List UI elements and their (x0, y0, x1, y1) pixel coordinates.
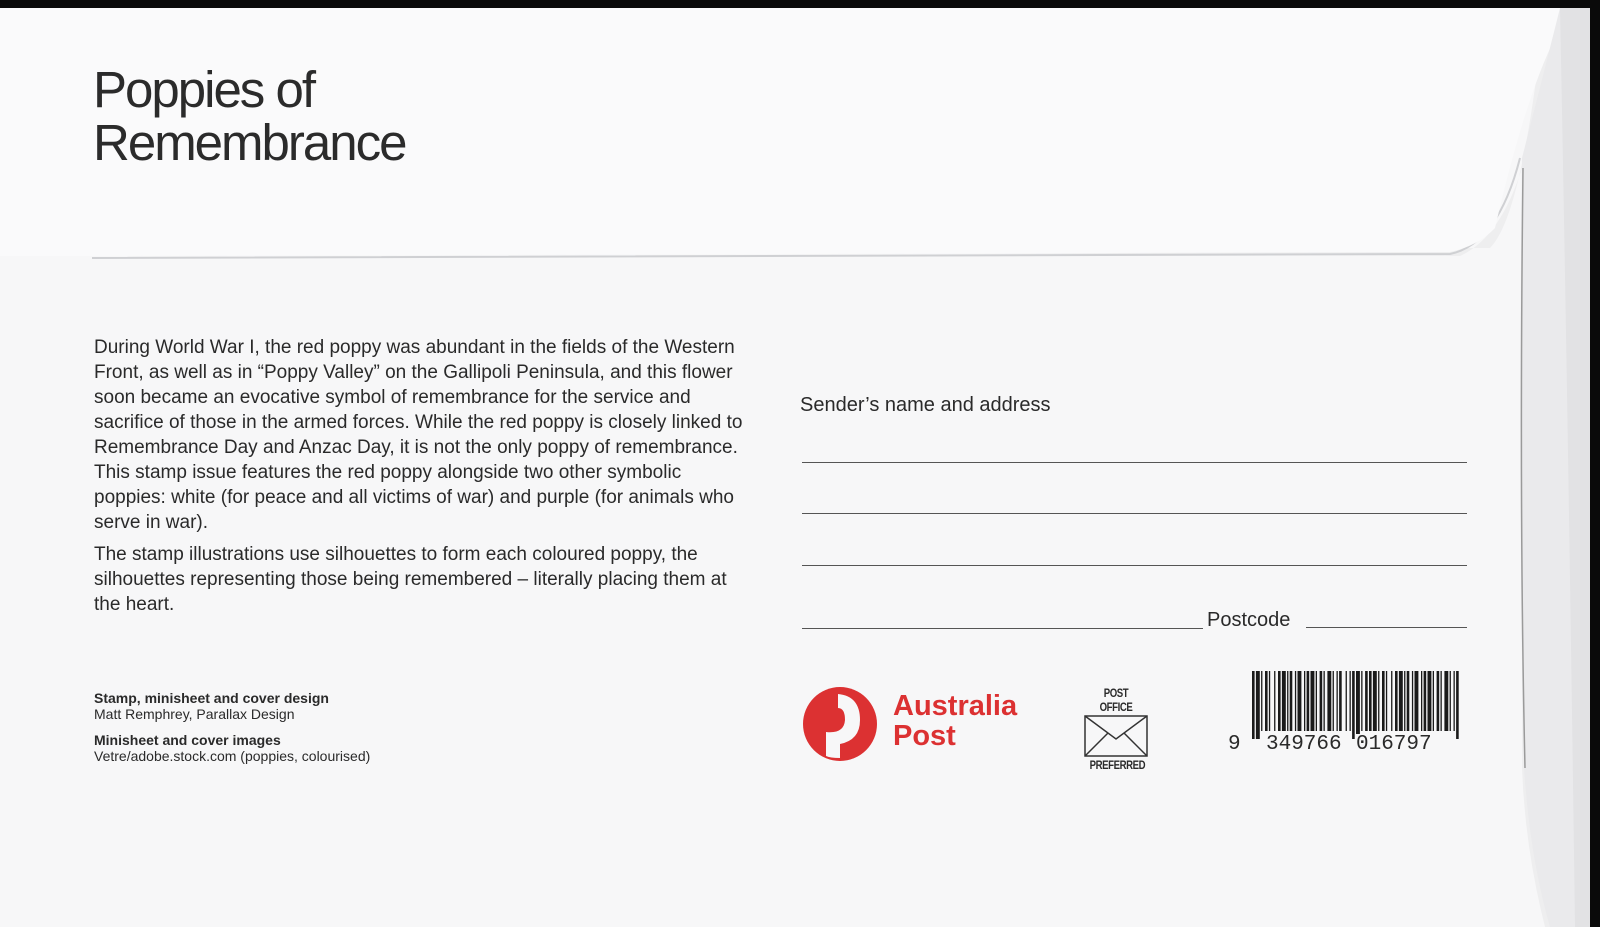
credit-design (94, 690, 514, 722)
barcode-bar (1382, 671, 1385, 731)
barcode-bar (1365, 671, 1368, 731)
postcode-label: Postcode (1207, 609, 1291, 631)
barcode-bar (1327, 671, 1331, 731)
description (94, 335, 754, 624)
barcode-bar (1356, 671, 1360, 739)
address-line-2[interactable] (802, 513, 1467, 514)
barcode-bar (1386, 671, 1387, 731)
barcode-bar (1373, 671, 1377, 731)
barcode-bar (1428, 671, 1432, 731)
credit-value: Vetre/adobe.stock.com (poppies, colourised) (94, 748, 371, 764)
post-office-preferred-badge (1083, 686, 1149, 772)
description-paragraph-1: During World War I, the red poppy was abundant in the fields of the Western Front, as well as in “Poppy Valley” on the Gallipoli Peninsula, and this flower soon became an evocative symbol of remembrance for the service and sacrifice of those in the armed forces. While the red poppy is closely linked to Remembrance Day and Anzac Day, it is not the only poppy of remembrance. This stamp issue features the red poppy alongside two other symbolic poppies: white (for peace and all victims of war) and purple (for animals who serve in war). (94, 337, 743, 533)
description-paragraph-2: The stamp illustrations use silhouettes to form each coloured poppy, the silhouettes representing those being remembered – literally placing them at the heart. (94, 544, 727, 615)
barcode-bar (1256, 671, 1260, 739)
sender-label: Sender’s name and address (800, 394, 1051, 416)
barcode-first-digit: 9 (1228, 733, 1241, 756)
barcode-bar (1361, 671, 1362, 731)
page-title (93, 63, 405, 169)
barcode-bar (1320, 671, 1323, 731)
brand-name-line-1: Australia (893, 690, 1018, 722)
barcode-bar (1415, 671, 1419, 731)
barcode-bar (1421, 671, 1422, 731)
address-line-3[interactable] (802, 565, 1467, 566)
credit-heading: Minisheet and cover images (94, 732, 281, 748)
barcode-bar (1407, 671, 1410, 731)
barcode-bar (1311, 671, 1315, 731)
credit-value: Matt Remphrey, Parallax Design (94, 706, 295, 722)
barcode-bar (1307, 671, 1310, 731)
badge-top-text: POST OFFICE (1099, 686, 1133, 714)
barcode-bar (1290, 671, 1293, 731)
barcode-bar (1287, 671, 1288, 731)
barcode-bar (1333, 671, 1334, 731)
barcode-bar (1282, 671, 1286, 731)
barcode-bar (1391, 671, 1392, 731)
barcode-bar (1346, 671, 1347, 731)
barcode-group-2: 016797 (1356, 733, 1432, 756)
barcode-bar (1378, 671, 1379, 731)
barcode-bar (1274, 671, 1275, 731)
barcode-bar (1395, 671, 1398, 731)
barcode-bar (1352, 671, 1355, 739)
barcode-bar (1252, 671, 1255, 739)
barcode-bar (1437, 671, 1440, 731)
title-line-1: Poppies of (93, 61, 315, 118)
postcode-line[interactable] (1306, 627, 1467, 628)
barcode-group-1: 349766 (1266, 733, 1342, 756)
barcode-bar (1269, 671, 1270, 731)
envelope-icon (1084, 715, 1148, 757)
credit-heading: Stamp, minisheet and cover design (94, 690, 329, 706)
barcode-bar (1444, 671, 1448, 731)
barcode-bar (1369, 671, 1372, 731)
credits (94, 690, 514, 774)
barcode-bar (1298, 671, 1302, 731)
barcode-bar (1261, 671, 1262, 731)
title-line-2: Remembrance (93, 114, 406, 171)
barcode-bar (1278, 671, 1281, 731)
badge-bottom-text: PREFERRED (1089, 758, 1146, 772)
brand-name-line-2: Post (893, 720, 956, 752)
barcode-bar (1337, 671, 1338, 731)
barcode-bar (1316, 671, 1317, 731)
barcode-bar (1433, 671, 1434, 731)
brand-name (893, 691, 1017, 751)
barcode-bar (1339, 671, 1342, 731)
barcode-bar (1350, 671, 1351, 731)
barcode-bar (1324, 671, 1325, 731)
barcode-bar (1304, 671, 1305, 731)
envelope-back (0, 8, 1590, 927)
barcode-bar (1454, 671, 1455, 731)
address-line-4[interactable] (802, 628, 1203, 629)
barcode-bar (1399, 671, 1403, 731)
barcode (1252, 671, 1462, 739)
barcode-bar (1412, 671, 1413, 731)
barcode-bar (1424, 671, 1427, 731)
barcode-bar (1404, 671, 1405, 731)
australia-post-logo-icon (800, 684, 880, 764)
credit-images (94, 732, 514, 764)
barcode-bar (1265, 671, 1268, 731)
barcode-bar (1450, 671, 1451, 731)
barcode-bar (1441, 671, 1442, 731)
barcode-bar (1295, 671, 1296, 731)
barcode-bar (1456, 671, 1459, 739)
address-line-1[interactable] (802, 462, 1467, 463)
